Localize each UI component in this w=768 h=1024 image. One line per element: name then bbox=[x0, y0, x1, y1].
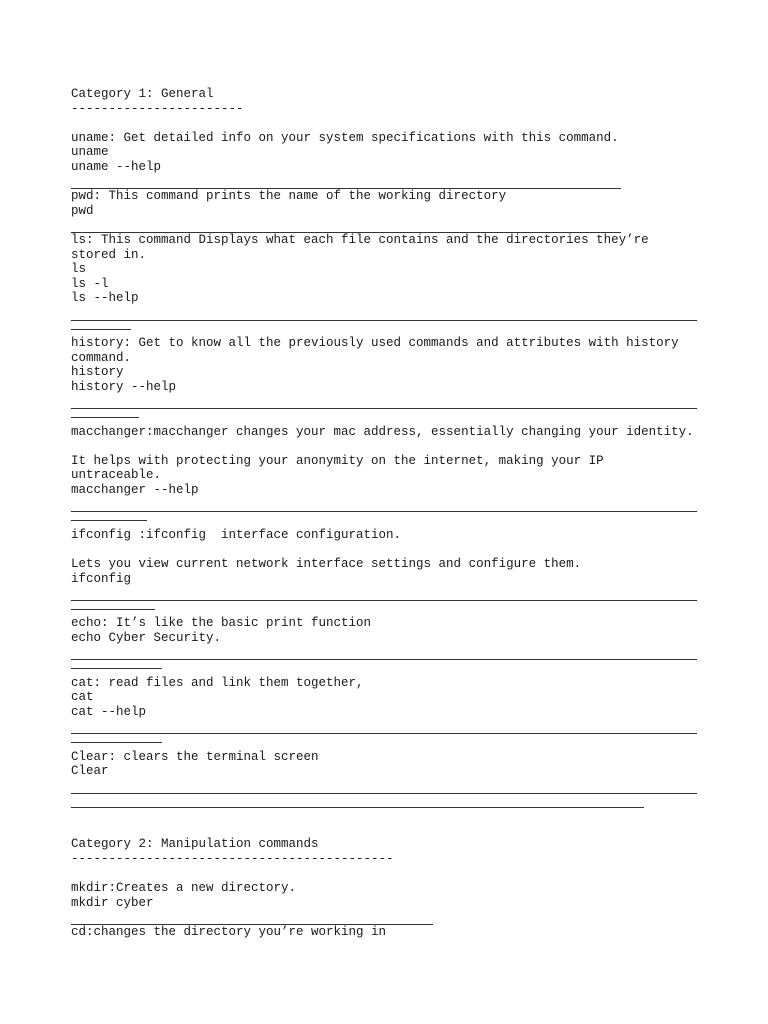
ifconfig-description: ifconfig :ifconfig interface configuration. bbox=[71, 527, 402, 542]
cd-description: cd:changes the directory you’re working in bbox=[71, 924, 387, 939]
separator-rule bbox=[71, 218, 621, 233]
history-description-continued: command. bbox=[71, 350, 132, 365]
separator-rule bbox=[71, 394, 697, 409]
macchanger-description-3: untraceable. bbox=[71, 468, 162, 483]
separator-rule-wrap bbox=[71, 321, 131, 330]
document-body bbox=[71, 87, 701, 939]
separator-rule bbox=[71, 306, 697, 321]
echo-description: echo: It’s like the basic print function bbox=[71, 616, 372, 631]
macchanger-description: macchanger:macchanger changes your mac address, essentially changing your identity. bbox=[71, 424, 694, 439]
separator-rule bbox=[71, 720, 697, 735]
separator-rule-wrap bbox=[71, 409, 139, 418]
separator-rule-wrap bbox=[71, 601, 155, 610]
separator-rule-wrap bbox=[71, 512, 147, 521]
spacer bbox=[71, 808, 701, 823]
clear-description: Clear: clears the terminal screen bbox=[71, 749, 319, 764]
spacer bbox=[71, 866, 701, 881]
ls-help-command: ls --help bbox=[71, 291, 139, 306]
separator-rule-wrap bbox=[71, 660, 162, 669]
separator-rule bbox=[71, 646, 697, 661]
spacer bbox=[71, 439, 701, 454]
ls-long-command: ls -l bbox=[71, 276, 109, 291]
pwd-description: pwd: This command prints the name of the working directory bbox=[71, 189, 507, 204]
ifconfig-description-2: Lets you view current network interface settings and configure them. bbox=[71, 557, 582, 571]
category-1-underline: ----------------------- bbox=[71, 101, 244, 116]
macchanger-help-command: macchanger --help bbox=[71, 483, 199, 498]
pwd-command: pwd bbox=[71, 203, 94, 218]
separator-rule-wrap bbox=[71, 794, 644, 809]
ls-command: ls bbox=[71, 262, 87, 277]
separator-rule bbox=[71, 586, 697, 601]
category-1-title: Category 1: General bbox=[71, 87, 214, 101]
uname-command: uname bbox=[71, 145, 109, 160]
history-help-command: history --help bbox=[71, 379, 177, 394]
spacer bbox=[71, 542, 701, 557]
echo-command: echo Cyber Security. bbox=[71, 630, 222, 645]
separator-rule-wrap bbox=[71, 734, 162, 743]
separator-rule bbox=[71, 498, 697, 513]
mkdir-command: mkdir cyber bbox=[71, 895, 154, 910]
category-2-underline: ------------------------------------------- bbox=[71, 851, 394, 866]
uname-description: uname: Get detailed info on your system specifications with this command. bbox=[71, 130, 619, 145]
cat-help-command: cat --help bbox=[71, 704, 147, 719]
separator-rule bbox=[71, 779, 697, 794]
spacer bbox=[71, 823, 701, 838]
ls-description-continued: stored in. bbox=[71, 247, 147, 262]
separator-rule bbox=[71, 175, 621, 190]
history-command: history bbox=[71, 365, 124, 380]
macchanger-description-2: It helps with protecting your anonymity on the internet, making your IP bbox=[71, 453, 604, 468]
history-description: history: Get to know all the previously used commands and attributes with history bbox=[71, 336, 679, 351]
ifconfig-command: ifconfig bbox=[71, 571, 132, 586]
cat-description: cat: read files and link them together, bbox=[71, 675, 364, 690]
clear-command: Clear bbox=[71, 764, 109, 779]
ls-description: ls: This command Displays what each file contains and the directories they’re bbox=[71, 232, 649, 247]
spacer bbox=[71, 116, 701, 131]
cat-command: cat bbox=[71, 690, 94, 705]
mkdir-description: mkdir:Creates a new directory. bbox=[71, 881, 297, 896]
separator-rule bbox=[71, 910, 433, 925]
uname-help-command: uname --help bbox=[71, 159, 162, 174]
category-2-title: Category 2: Manipulation commands bbox=[71, 837, 319, 852]
